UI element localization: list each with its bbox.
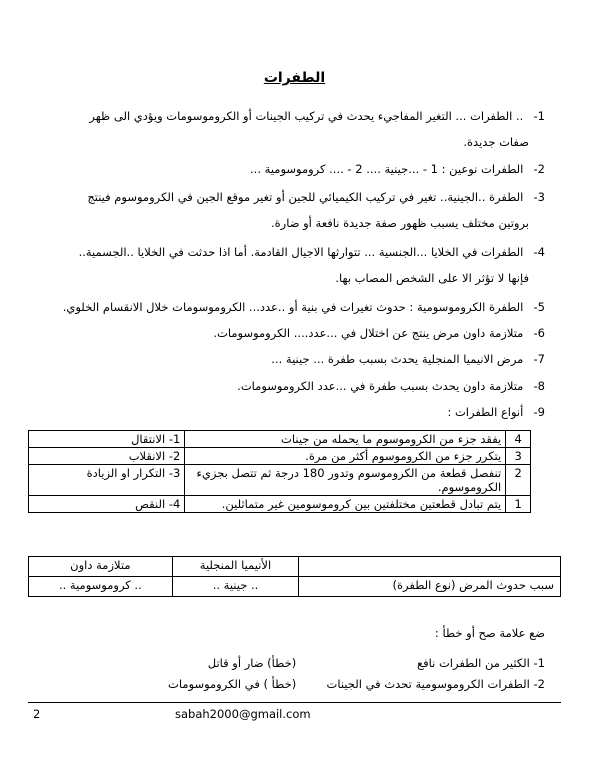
statement: الكثير من الطفرات نافع [417,656,530,670]
item-text: الطفرات نوعين : 1 - ...جينية .... 2 - .... كروموسومية ... [250,162,524,176]
item-1-cont: صفات جديدة. [463,135,529,149]
item-number: 5- [533,300,545,314]
row-number: 1 [506,496,531,513]
cause-sickle-cell: .. جينية .. [172,577,299,597]
type-name: 4- النقص [29,496,185,513]
table-row [29,465,531,496]
page-number: 2 [33,707,41,721]
item-6 [45,321,545,346]
row-number: 3 [506,448,531,465]
item-1 [45,104,545,129]
item-text: أنواع الطفرات : [447,405,524,419]
row-number: 4 [506,431,531,448]
type-description: تنفصل قطعة من الكروموسوم وتدور 180 درجة ثم تتصل بجزيء الكروموسوم. [185,465,506,496]
item-text: الطفرة ..الجينية.. تغير في تركيب الكيميائي للجين أو تغير موقع الجين في الكروموسوم فينتج [87,190,524,204]
page-title: الطفرات [263,70,326,86]
table-header-row [29,557,561,577]
answer: (خطأ ) في الكروموسومات [168,677,297,691]
table-row [29,496,531,513]
type-name: 3- التكرار او الزيادة [29,465,185,496]
type-description: يتم تبادل قطعتين مختلفتين بين كروموسومين غير متماثلين. [185,496,506,513]
item-5 [45,295,545,320]
item-number: 6- [533,326,545,340]
answer: (خطأ) ضار أو قاتل [207,656,297,670]
item-number: 7- [533,352,545,366]
header-cell-down-syndrome: متلازمة داون [29,557,173,577]
item-text: متلازمة داون يحدث بسبب طفرة في ...عدد الكروموسومات. [237,379,524,393]
item-7 [45,347,545,372]
cause-table [28,556,561,597]
cause-label: سبب حدوث المرض (نوع الطفرة) [299,577,561,597]
item-9 [45,400,545,425]
item-text: الطفرات في الخلايا ...الجنسية ... تتوارثها الاجيال القادمة. أما اذا حدثت في الخلايا ..الجسمية.. [78,245,524,259]
table-row [29,577,561,597]
table-row [29,448,531,465]
true-false-row [208,656,545,670]
item-3-cont: بروتين مختلف يسبب ظهور صفة جديدة نافعة أو ضارة. [270,216,529,230]
mutation-types-table [28,430,531,513]
type-name: 1- الانتقال [29,431,185,448]
header-cell-sickle-cell: الأنيميا المنجلية [172,557,299,577]
item-number: 3- [533,190,545,204]
statement: الطفرات الكروموسومية تحدث في الجينات [326,677,530,691]
footer-email: sabah2000@gmail.com [175,707,311,721]
item-text: مرض الانيميا المنجلية يحدث بسبب طفرة ... جينية ... [271,352,524,366]
type-name: 2- الانقلاب [29,448,185,465]
item-4 [45,240,545,265]
true-false-row [168,677,545,691]
true-false-heading: ضع علامة صح أو خطأ : [434,626,545,640]
item-text: الطفرة الكروموسومية : حدوث تغيرات في بنية أو ..عدد... الكروموسومات خلال الانقسام الخلوي. [62,300,524,314]
item-3 [45,185,545,210]
item-number: 4- [533,245,545,259]
item-number: 8- [533,379,545,393]
type-description: يتكرر جزء من الكروموسوم أكثر من مرة. [185,448,506,465]
item-4-cont: فإنها لا تؤثر الا على الشخص المصاب بها. [335,271,529,285]
header-cell-empty [299,557,561,577]
row-number: 1- [533,656,545,670]
table-row [29,431,531,448]
row-number: 2- [533,677,545,691]
item-number: 1- [533,109,545,123]
footer-divider [28,702,561,703]
item-8 [45,374,545,399]
item-number: 2- [533,162,545,176]
item-text: متلازمة داون مرض ينتج عن اختلال في ...عدد.... الكروموسومات. [213,326,524,340]
item-text: .. الطفرات ... التغير المفاجيء يحدث في تركيب الجينات أو الكروموسومات ويؤدي الى ظهر [89,109,524,123]
type-description: يفقد جزء من الكروموسوم ما يحمله من جينات [185,431,506,448]
row-number: 2 [506,465,531,496]
item-number: 9- [533,405,545,419]
item-2 [45,157,545,182]
cause-down-syndrome: .. كروموسومية .. [29,577,173,597]
